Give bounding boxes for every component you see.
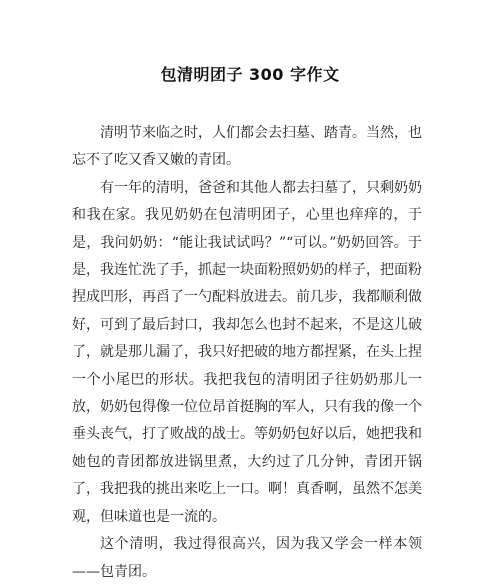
paragraph-2: 有一年的清明，爸爸和其他人都去扫墓了，只剩奶奶和我在家。我见奶奶在包清明团子，心里也痒痒的，于是，我问奶奶：“能让我试试吗？”“可以。”奶奶回答。于是，我连忙洗了手，抓起一块面粉照奶奶的样子，把面粉捏成凹形，再舀了一勺配料放进去。前几步，我都顺利做好，可到了最后封口，我却怎么也封不起来，不是这儿破了，就是那儿漏了，我只好把破的地方都捏紧，在头上捏一个小尾巴的形状。我把我包的清明团子往奶奶那儿一放，奶奶包得像一位位昂首挺胸的军人，只有我的像一个垂头丧气，打了败战的战士。等奶奶包好以后，她把我和她包的青团都放进锅里煮，大约过了几分钟，青团开锅了，我把我的挑出来吃上一口。啊！真香啊，虽然不怎美观，但味道也是一流的。 — [72, 179, 422, 525]
paragraph-1: 清明节来临之时，人们都会去扫墓、踏青。当然，也忘不了吃又香又嫩的青团。 — [72, 125, 422, 169]
document-title: 包清明团子 300 字作文 — [160, 65, 340, 84]
document-body — [72, 120, 422, 586]
paragraph-3: 这个清明，我过得很高兴，因为我又学会一样本领——包青团。 — [72, 536, 422, 580]
